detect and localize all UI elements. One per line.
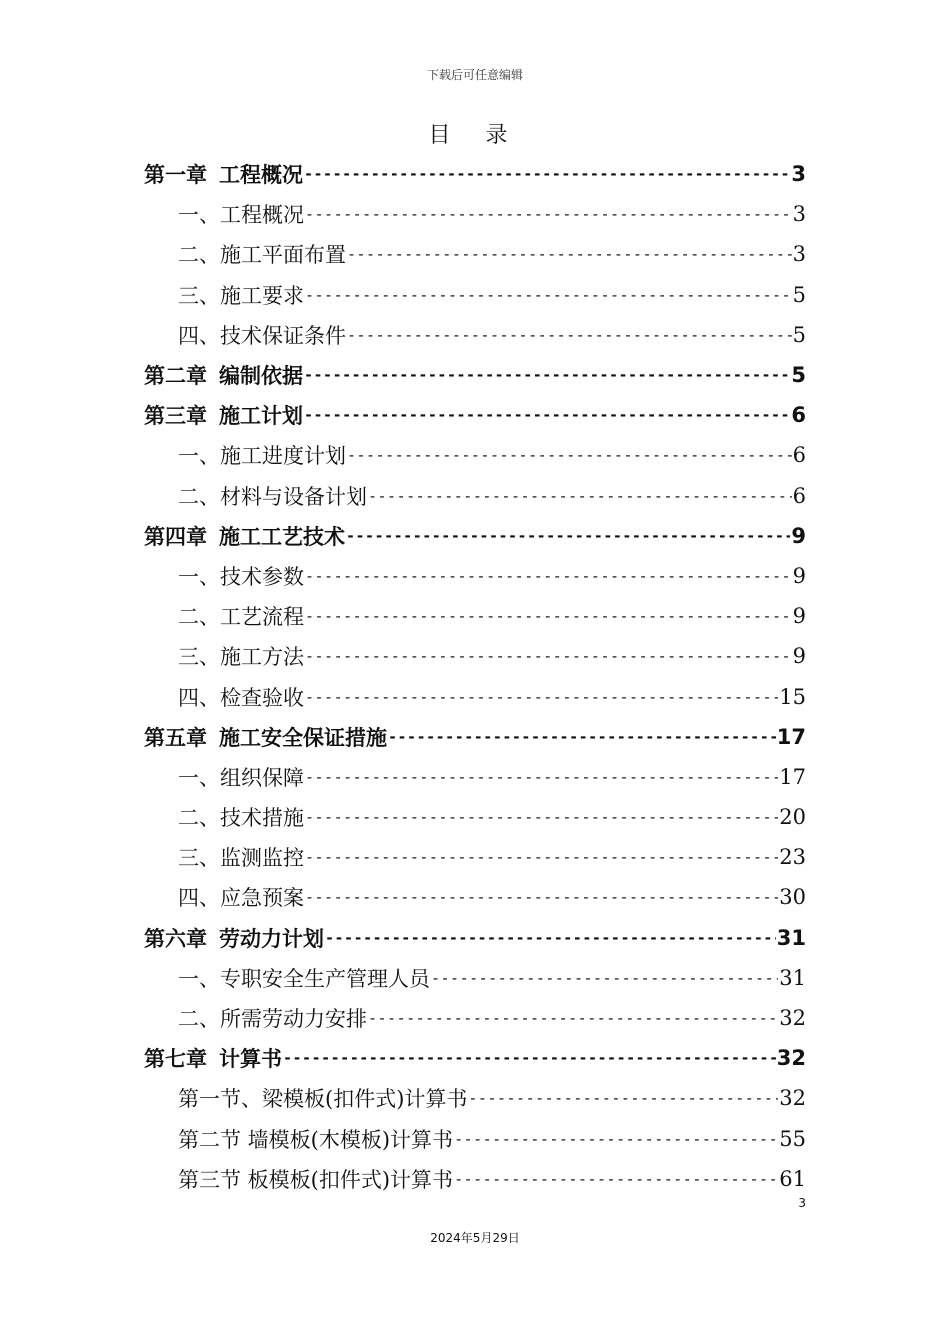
toc-entry-title: 第二节 墙模板(木模板)计算书 [178,1127,454,1152]
toc-entry-number: 一、 [178,564,220,589]
toc-entry-title: 监测监控 [220,846,304,871]
toc-leader-dashes [325,929,776,947]
toc-entry-title: 施工要求 [220,283,304,308]
toc-entry-title: 施工方法 [220,645,304,670]
toc-entry-title: 工程概况 [219,163,303,188]
toc-section-entry[interactable] [144,556,806,596]
toc-leader-dashes [347,326,792,344]
toc-entry-number: 二、 [178,806,220,831]
toc-leader-dashes [347,245,792,263]
toc-chapter-entry[interactable] [144,355,806,395]
toc-section-entry[interactable] [144,1159,806,1199]
toc-entry-number: 第一章 [144,163,207,188]
toc-entry-number: 四、 [178,886,220,911]
toc-entry-number: 一、 [178,966,220,991]
toc-leader-dashes [305,607,792,625]
toc-entry-page: 9 [791,523,806,548]
toc-entry-page: 5 [791,363,806,388]
toc-entry-title: 检查验收 [220,685,304,710]
toc-entry-number: 二、 [178,1007,220,1032]
toc-entry-title: 第三节 板模板(扣件式)计算书 [178,1167,454,1192]
toc-entry-page: 5 [792,322,806,347]
toc-leader-dashes [305,205,792,223]
toc-section-entry[interactable] [144,797,806,837]
toc-section-entry[interactable] [144,315,806,355]
toc-entry-title: 工艺流程 [220,605,304,630]
toc-entry-page: 31 [776,925,806,950]
toc-chapter-entry[interactable] [144,918,806,958]
toc-entry-page: 17 [779,764,806,789]
toc-leader-dashes [304,366,790,384]
toc-chapter-entry[interactable] [144,154,806,194]
toc-leader-dashes [305,688,778,706]
toc-entry-page: 30 [779,885,806,910]
toc-entry-title: 专职安全生产管理人员 [220,966,430,991]
footer-date: 2024年5月29日 [430,1231,520,1245]
toc-entry-number: 第五章 [144,725,207,750]
toc-entry-title: 施工进度计划 [220,444,346,469]
toc-entry-number: 三、 [178,846,220,871]
toc-entry-title: 工程概况 [220,203,304,228]
toc-leader-dashes [304,406,790,424]
toc-leader-dashes [305,808,778,826]
toc-entry-page: 5 [792,282,806,307]
toc-entry-title: 施工工艺技术 [219,524,345,549]
toc-entry-page: 9 [792,604,806,629]
toc-leader-dashes [347,446,792,464]
toc-entry-title: 施工平面布置 [220,243,346,268]
toc-entry-number: 二、 [178,484,220,509]
toc-leader-dashes [283,1049,776,1067]
toc-section-entry[interactable] [144,998,806,1038]
toc-section-entry[interactable] [144,275,806,315]
toc-entry-title: 技术保证条件 [220,323,346,348]
toc-entry-page: 6 [791,403,806,428]
toc-entry-page: 6 [792,483,806,508]
toc-entry-title: 材料与设备计划 [220,484,367,509]
toc-entry-title: 施工安全保证措施 [219,725,387,750]
header-note: 下载后可任意编辑 [426,68,523,82]
toc-entry-page: 31 [779,965,806,990]
toc-entry-page: 3 [792,242,806,267]
toc-entry-title: 第一节、梁模板(扣件式)计算书 [178,1087,468,1112]
toc-section-entry[interactable] [144,676,806,716]
toc-entry-page: 55 [779,1126,806,1151]
toc-entry-title: 劳动力计划 [219,926,324,951]
toc-section-entry[interactable] [144,435,806,475]
toc-entry-number: 三、 [178,283,220,308]
toc-entry-title: 技术参数 [220,564,304,589]
toc-entry-title: 所需劳动力安排 [220,1007,367,1032]
toc-leader-dashes [346,527,790,545]
toc-entry-number: 一、 [178,203,220,228]
toc-section-entry[interactable] [144,636,806,676]
toc-leader-dashes [304,165,790,183]
table-of-contents [144,154,806,1199]
toc-leader-dashes [305,647,792,665]
toc-leader-dashes [454,1170,778,1188]
toc-entry-page: 3 [792,202,806,227]
toc-entry-number: 第六章 [144,926,207,951]
toc-chapter-entry[interactable] [144,395,806,435]
toc-leader-dashes [454,1130,778,1148]
toc-entry-page: 9 [792,563,806,588]
toc-leader-dashes [305,888,778,906]
toc-entry-number: 一、 [178,444,220,469]
toc-section-entry[interactable] [144,1078,806,1118]
toc-section-entry[interactable] [144,194,806,234]
toc-entry-title: 计算书 [219,1047,282,1072]
toc-entry-title: 应急预案 [220,886,304,911]
toc-entry-number: 一、 [178,765,220,790]
toc-entry-title: 组织保障 [220,765,304,790]
toc-chapter-entry[interactable] [144,1038,806,1078]
toc-leader-dashes [305,768,778,786]
toc-leader-dashes [468,1089,778,1107]
toc-leader-dashes [368,487,792,505]
toc-title: 目 录 [428,123,522,148]
toc-entry-page: 23 [779,845,806,870]
toc-entry-number: 四、 [178,323,220,348]
toc-entry-number: 第二章 [144,364,207,389]
toc-entry-page: 32 [779,1006,806,1031]
toc-chapter-entry[interactable] [144,516,806,556]
toc-entry-page: 3 [791,162,806,187]
toc-section-entry[interactable] [144,1119,806,1159]
toc-section-entry[interactable] [144,877,806,917]
toc-entry-title: 编制依据 [219,364,303,389]
toc-entry-number: 二、 [178,243,220,268]
toc-entry-page: 32 [779,1086,806,1111]
toc-section-entry[interactable] [144,596,806,636]
toc-entry-number: 二、 [178,605,220,630]
toc-entry-number: 四、 [178,685,220,710]
toc-entry-page: 32 [776,1046,806,1071]
toc-entry-page: 20 [779,805,806,830]
toc-leader-dashes [305,286,792,304]
toc-leader-dashes [305,848,778,866]
toc-leader-dashes [388,728,776,746]
toc-leader-dashes [305,567,792,585]
toc-section-entry[interactable] [144,476,806,516]
toc-entry-page: 6 [792,443,806,468]
toc-entry-title: 技术措施 [220,806,304,831]
toc-entry-number: 第四章 [144,524,207,549]
toc-entry-page: 61 [779,1166,806,1191]
toc-leader-dashes [431,969,778,987]
toc-entry-number: 三、 [178,645,220,670]
toc-entry-page: 9 [792,644,806,669]
toc-entry-number: 第七章 [144,1047,207,1072]
toc-section-entry[interactable] [144,757,806,797]
page-number: 3 [798,1196,806,1210]
toc-entry-page: 15 [779,684,806,709]
toc-section-entry[interactable] [144,234,806,274]
toc-entry-page: 17 [776,724,806,749]
toc-entry-number: 第三章 [144,404,207,429]
toc-entry-title: 施工计划 [219,404,303,429]
toc-section-entry[interactable] [144,837,806,877]
toc-chapter-entry[interactable] [144,717,806,757]
toc-leader-dashes [368,1009,778,1027]
toc-section-entry[interactable] [144,958,806,998]
